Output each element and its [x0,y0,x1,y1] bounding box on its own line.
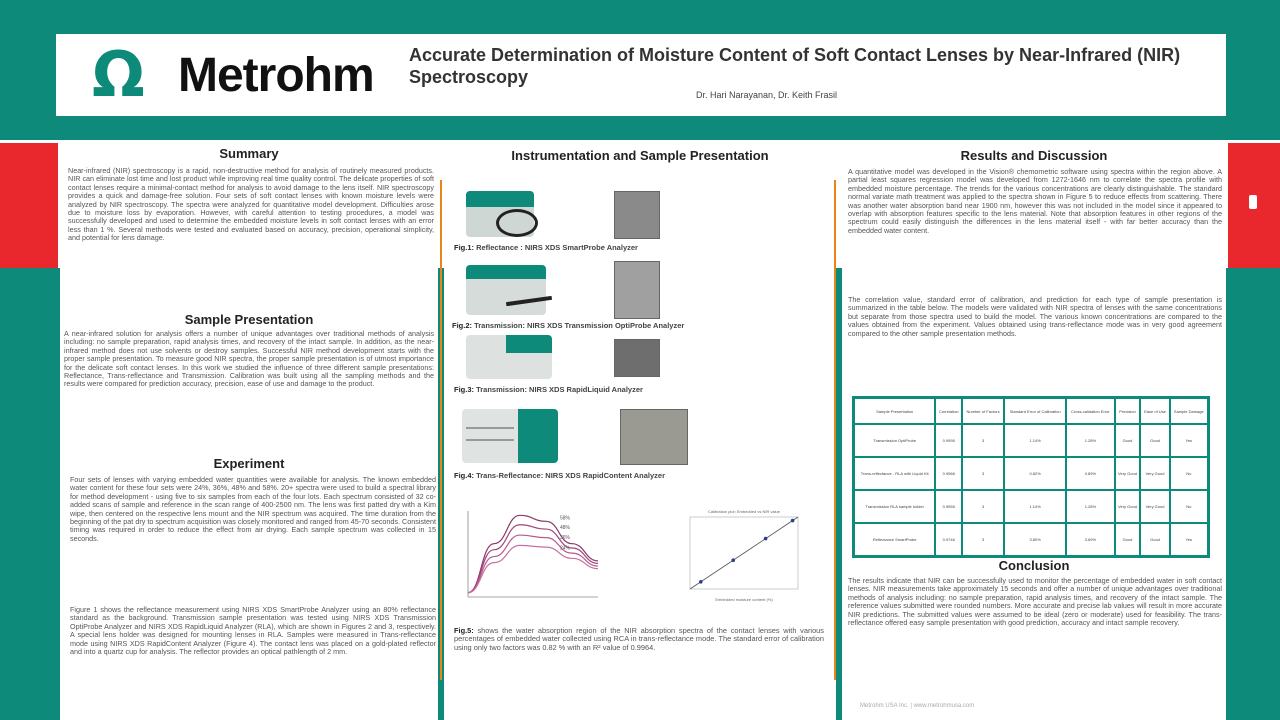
poster-header [56,34,1226,116]
lens-photo-1 [614,191,660,239]
calibration-point [699,580,703,584]
fig3-caption: Fig.3: Transmission: NIRS XDS RapidLiquid Analyzer [454,385,643,394]
table-cell: 0.9995 [935,424,962,457]
rapidliquid-analyzer-image [466,335,552,379]
experiment-text-1: Four sets of lenses with varying embedded water quantities were available for analysis. The known embedded water content for these four sets were 24%, 36%, 48% and 58%. 20+ spectra were used to build a spectral library for method development - using five to six samples from each of the four lots. Each spectrum consisted of 32 co-added scans of sample and reference in the scan range of 400-2500 nm. The lens was first patted dry with a Kim wipe, then centered on the respective lens mount and the NIR spectrum was acquired. The time duration from the beginning of the pat dry to spectrum acquisition was closely monitored and ranged from 45-70 seconds. Consistent timing was required in order to reduce the effect from air drying. Each sample spectrum was collected in 15 seconds. [70,476,436,543]
series-label: 58% [560,515,571,522]
table-cell: 3.69% [1066,523,1114,557]
table-cell: 3 [962,523,1004,557]
table-cell: Very Good [1115,490,1141,523]
table-cell: Good [1140,523,1169,557]
table-cell: Good [1140,424,1169,457]
table-cell: 0.9746 [935,523,962,557]
table-cell: Transmission RLA sample holder [854,490,936,523]
table-header: Sample Damage [1170,398,1209,425]
column-divider [440,180,442,680]
calibration-point [764,537,768,541]
right-red-tab [1228,143,1280,268]
left-column [60,143,438,720]
tab-marker-icon [1249,195,1257,209]
table-cell: No [1170,490,1209,523]
table-cell: 1.14% [1004,424,1066,457]
results-text-1: A quantitative model was developed in the Vision® chemometric software using spectra within the region above. A partial least squares regression model was developed from 1272-1646 nm to correlate the spectra profile with embedded moisture percentage. The trends for the various concentrations are clearly distinguishable. The standard normal variate math treatment was applied to the spectra shown in Figure 5 to reduce effects from scattering. There was another water absorption band near 1900 nm, however this was not included in the model since it appeared to overlap with absorption features specific to the lens material. Note that absorption features in other regions of the spectrum could easily distinguish the differences in the lens material itself - with far better accuracy than the embedded water content. [848,168,1222,235]
calibration-chart [672,507,804,603]
table-cell: Good [1115,424,1141,457]
table-row [854,523,1209,557]
column-divider-2 [834,180,836,680]
series-label: 24% [560,545,571,552]
series-label: 48% [560,524,571,531]
table-row [854,424,1209,457]
summary-text: Near-infrared (NIR) spectroscopy is a rapid, non-destructive method for analysis of routinely measured products. NIR can eliminate lost time and lost product while improving real time quality control. The delicate properties of soft contact lenses require a minimal-contact method for analysis to avoid damage to the lens itself. NIR spectroscopy provides a quick and damage-free solution. Four sets of soft contact lenses with known moisture levels were analyzed by NIR spectroscopy. The spectra were analyzed for quantitative model development. Difficulties arose due to moisture loss by evaporation. However, with careful attention to testing procedures, a model was successfully developed and used to determine the embedded moisture levels in soft contact lenses with an error less than 1 %. Several methods were tested and evaluated based on accuracy, precision, operational simplicity, and potential for lens damage. [68,167,434,243]
table-cell: 3 [962,424,1004,457]
table-header: Cross-validation Error [1066,398,1114,425]
table-cell: No [1170,457,1209,490]
regression-line [690,517,798,589]
table-header-row [854,398,1209,425]
table-row [854,457,1209,490]
conclusion-text: The results indicate that NIR can be successfully used to monitor the percentage of embedded water in soft contact lenses. NIR measurements take approximately 15 seconds and offer a number of unique advantages over traditional methods of analysis including: no sample preparation, rapid analysis times, and recovery of the intact sample. The reference values submitted were rounded numbers. More accurate and precise lab values will result in more accurate NIR predictions. The submitted values were assumed to be ideal (zero or moderate) used for feasibility. The trans-reflectance offered easy sample presentation with good prediction, accuracy and intact sample recovery. [848,577,1222,628]
calibration-point [791,519,795,523]
table-cell: Very Good [1140,457,1169,490]
table-header: Standard Error of Calibration [1004,398,1066,425]
sample-presentation-text: A near-infrared solution for analysis offers a number of unique advantages over traditional methods of analysis including: no sample preparation, rapid analysis times, and recovery of the intact sample. In addition, as the near-infrared method does not use solvents or destroy samples. Successful NIR method development starts with the proper sample presentation. To measure good NIR spectra, the proper sample presentation is of utmost importance for the delicate soft contact lenses. In this work we studied the influence of three different sample presentations: Reflectance, Trans-reflectance and Transmission. Calibration was built using all the sampling methods and the results were compared for prediction accuracy, precision, ease of use and damage to the product. [64,330,434,389]
table-header: Ease of Use [1140,398,1169,425]
summary-heading: Summary [219,146,279,161]
results-text-2: The correlation value, standard error of calibration, and prediction for each type of sample presentation is summarized in the table below. The models were validated with NIR spectra of lenses with the same concentrations but separate from those spectra used to build the model. The various known concentrations are compared to the values obtained from the experiment. Values obtained using trans-reflectance mode was in very good agreement compared to the other sample presentation methods. [848,296,1222,338]
table-header: Correlation [935,398,962,425]
optiprobe-analyzer-image [466,265,546,315]
middle-column [444,143,836,720]
series-label: 36% [560,535,571,542]
sample-presentation-heading: Sample Presentation [184,312,314,327]
footer-text: Metrohm USA Inc. | www.metrohmusa.com [860,703,975,709]
table-cell: Good [1115,523,1141,557]
fig1-caption: Fig.1: Reflectance : NIRS XDS SmartProbe Analyzer [454,243,638,252]
metrohm-logo-icon: Ω [92,38,145,111]
table-header: Number of Factors [962,398,1004,425]
logo-text: Metrohm [178,49,374,102]
table-row [854,490,1209,523]
left-red-tab [0,143,58,268]
x-axis-label: Embedded moisture content (%) [715,597,773,602]
calibration-point [731,558,735,562]
table-cell: 0.9955 [935,490,962,523]
spectrum-series-line [468,525,598,593]
table-cell: 1.14% [1004,490,1066,523]
chart-title: Calibration plot: Embedded vs NIR value [707,509,781,514]
fig4-caption: Fig.4: Trans-Reflectance: NIRS XDS RapidContent Analyzer [454,471,666,480]
smartprobe-analyzer-image [466,191,534,237]
rapidcontent-analyzer-image [462,409,558,463]
table-cell: 3.80% [1004,523,1066,557]
table-cell: 0.9966 [935,457,962,490]
table-cell: 0.82% [1004,457,1066,490]
table-cell: 1.28% [1066,424,1114,457]
spectrum-series-line [468,545,598,592]
lens-photo-3 [614,339,660,377]
experiment-text-2: Figure 1 shows the reflectance measurement using NIRS XDS SmartProbe Analyzer using an 80% reflectance standard as the background. Transmission sample presentation was tested using NIRS XDS Transmission OptiProbe Analyzer and NIRS XDS RapidLiquid Analyzer (RLA), which are shown in Figures 2 and 3, respectively. A special lens holder was designed for mounting lenses in RLA. Samples were measured in Trans-reflectance mode using NIRS XDS RapidContent Analyzer (Figure 4). The contact lens was placed on a gold-plated reflector and into a quartz cup for analysis. The reflector provides an optical pathlength of 2 mm. [70,606,436,657]
table-cell: 1.28% [1066,490,1114,523]
authors: Dr. Hari Narayanan, Dr. Keith Frasil [696,90,838,100]
nir-spectra-chart [458,505,606,609]
instrumentation-heading: Instrumentation and Sample Presentation [511,148,769,163]
table-cell: Reflectance SmartProbe [854,523,936,557]
table-cell: Very Good [1140,490,1169,523]
fig5-caption: Fig.5: shows the water absorption region of the NIR absorption spectra of the contact lenses with various percentages of embedded water collected using RCA in trans-reflectance mode. The standard error of calibration using only two factors was 0.82 % with an R² value of 0.9964. [454,627,824,652]
lens-photo-2 [614,261,660,319]
results-table [852,396,1210,558]
table-cell: Yes [1170,424,1209,457]
spectrum-series-line [468,535,598,593]
table-cell: Yes [1170,523,1209,557]
table-header: Precision [1115,398,1141,425]
table-cell: 0.89% [1066,457,1114,490]
fig2-caption: Fig.2: Transmission: NIRS XDS Transmission OptiProbe Analyzer [452,321,685,330]
table-cell: Very Good [1115,457,1141,490]
table-cell: Transmission OptiProbe [854,424,936,457]
table-cell: 3 [962,457,1004,490]
table-header: Sample Presentation [854,398,936,425]
poster-title: Accurate Determination of Moisture Content of Soft Contact Lenses by Near-Infrared (NIR) Spectroscopy [409,45,1181,87]
table-cell: Trans-reflectance - RLA with Liquid Kit [854,457,936,490]
lens-photo-4 [620,409,688,465]
table-cell: 3 [962,490,1004,523]
conclusion-heading: Conclusion [998,558,1070,573]
experiment-heading: Experiment [213,456,285,471]
results-heading: Results and Discussion [960,148,1108,163]
